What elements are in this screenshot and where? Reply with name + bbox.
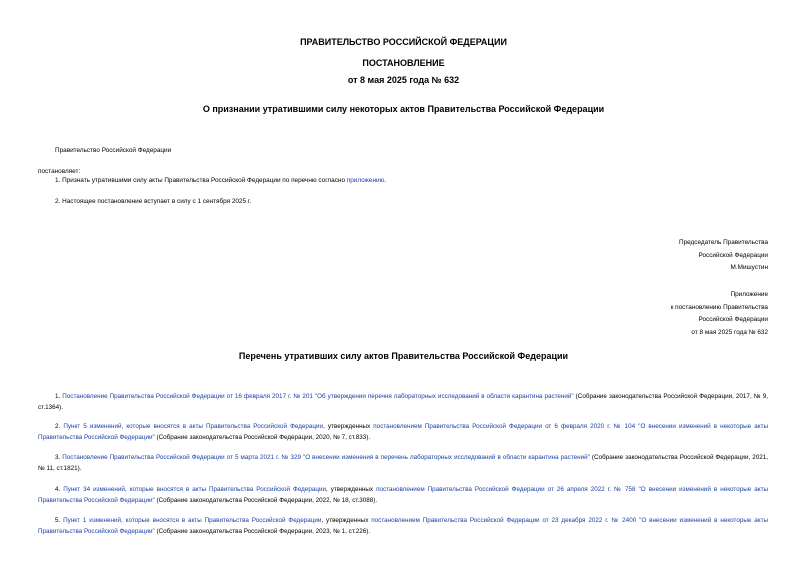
signature-line-1: Председатель Правительства xyxy=(679,239,768,246)
list-item-number: 5. xyxy=(55,517,64,524)
list-item-mid: , утвержденных xyxy=(326,486,377,493)
list-item-link[interactable]: Пункт 5 изменений, которые вносятся в акты Правительства Российской Федерации xyxy=(63,423,324,430)
list-title: Перечень утративших силу актов Правительства Российской Федерации xyxy=(238,351,569,361)
appendix-line-2: к постановлению Правительства xyxy=(670,303,768,311)
list-item-link[interactable]: Пункт 34 изменений, которые вносятся в акты Правительства Российской Федерации xyxy=(63,486,326,493)
list-item-tail: (Собрание законодательства Российской Федерации, 2022, № 18, ст.3088). xyxy=(154,497,378,504)
signature-line-3: М.Мишустин xyxy=(730,264,768,271)
appendix-line-3: Российской Федерации xyxy=(698,316,768,323)
issuing-authority: Правительство Российской Федерации xyxy=(55,147,172,154)
document-date-number: от 8 мая 2025 года № 632 xyxy=(347,75,460,85)
list-item xyxy=(38,452,768,474)
decrees-label: постановляет: xyxy=(38,168,81,175)
item-1-text: 1. Признать утратившими силу акты Правительства Российской Федерации по перечню согласно xyxy=(55,177,347,184)
list-item xyxy=(38,484,768,506)
list-item-link-2[interactable]: постановлением Правительства Российской Федерации от 26 апреля 2022 г. № 758 "О внесении изменений в некоторые акты Правительства Российской Федерации" xyxy=(38,486,768,504)
signature-block xyxy=(679,237,768,275)
list-item-number: 2. xyxy=(55,423,64,430)
document-type: ПОСТАНОВЛЕНИЕ xyxy=(362,58,445,68)
list-item-number: 1. xyxy=(55,393,63,400)
signature-line-2: Российской Федерации xyxy=(698,251,768,259)
item-2: 2. Настоящее постановление вступает в силу с 1 сентября 2025 г. xyxy=(55,198,252,205)
list-item xyxy=(38,515,768,537)
list-item-tail: (Собрание законодательства Российской Федерации, 2020, № 7, ст.833). xyxy=(154,434,371,441)
government-heading: ПРАВИТЕЛЬСТВО РОССИЙСКОЙ ФЕДЕРАЦИИ xyxy=(300,37,507,47)
list-item-link[interactable]: Пункт 1 изменений, которые вносятся в акты Правительства Российской Федерации xyxy=(63,517,322,524)
list-item-link-2[interactable]: постановлением Правительства Российской Федерации от 23 декабря 2022 г. № 2400 "О внесении изменений в некоторые акты Правительства Российской Федерации" xyxy=(38,517,768,535)
appendix-line-1: Приложение xyxy=(730,291,768,298)
list-item-number: 3. xyxy=(55,454,63,461)
list-item-tail: (Собрание законодательства Российской Федерации, 2021, № 11, ст.1821). xyxy=(38,454,768,472)
appendix-header xyxy=(671,289,768,339)
appendix-line-4: от 8 мая 2025 года № 632 xyxy=(691,328,768,336)
list-item-link-2[interactable]: постановлением Правительства Российской Федерации от 6 февраля 2020 г. № 104 "О внесении изменений в некоторые акты Правительства Российской Федерации" xyxy=(38,423,768,441)
list-item-tail: (Собрание законодательства Российской Федерации, 2023, № 1, ст.226). xyxy=(154,528,371,535)
list-item xyxy=(38,391,768,413)
list-item-number: 4. xyxy=(55,486,64,493)
list-item-mid: , утвержденных xyxy=(321,517,372,524)
list-item-link[interactable]: Постановление Правительства Российской Федерации от 16 февраля 2017 г. № 201 "Об утверждении перечня лабораторных исследований в области карантина растений" xyxy=(62,393,574,400)
item-1-end: . xyxy=(384,177,387,184)
document-title: О признании утратившими силу некоторых актов Правительства Российской Федерации xyxy=(202,104,605,114)
appendix-link[interactable]: приложению xyxy=(346,177,385,184)
list-item xyxy=(38,421,768,443)
list-item-link[interactable]: Постановление Правительства Российской Федерации от 5 марта 2021 г. № 329 "О внесении изменения в перечень лабораторных исследований в области карантина растений" xyxy=(62,454,590,461)
list-item-tail: (Собрание законодательства Российской Федерации, 2017, № 9, ст.1364). xyxy=(38,393,768,411)
item-1 xyxy=(55,176,386,185)
list-item-mid: , утвержденных xyxy=(323,423,374,430)
